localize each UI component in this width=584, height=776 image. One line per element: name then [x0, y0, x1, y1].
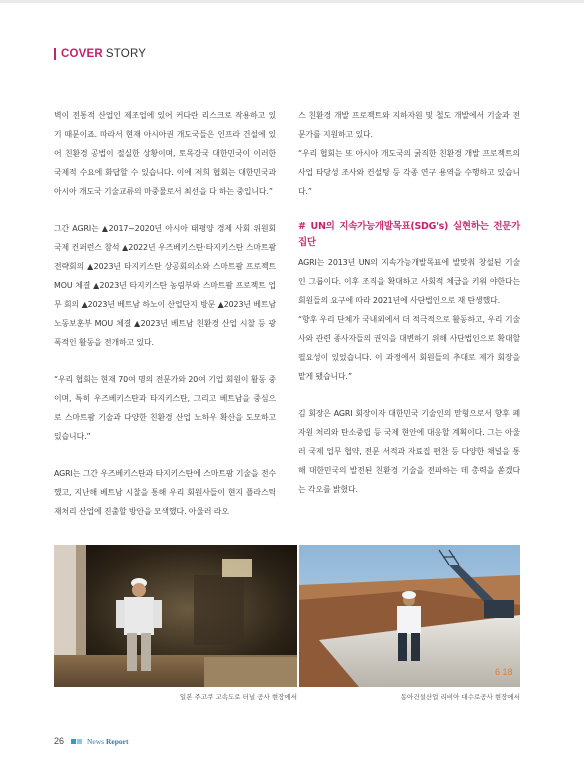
paragraph: “우리 협회는 현재 70여 명의 전문가와 20여 기업 회원이 활동 중이며, 특히 우즈베키스탄과 타지키스탄, 그리고 베트남을 중심으로 스마트팜 기술과 다양한 친환경 산업 노하우 확산을 도모하고 있습니다.”: [54, 375, 276, 441]
photo-tunnel-image: [54, 545, 297, 687]
paragraph: AGRI는 2013년 UN의 지속가능개발목표에 발맞춰 창설된 기술인 그룹이다. 이후 조직을 확대하고 사회적 체급을 키워 야한다는 회원들의 요구에 따라 2021년에 사단법인으로 재 탄생했다.: [298, 258, 520, 305]
left-column: [54, 106, 276, 539]
page-number: 26: [54, 736, 65, 746]
footer-square-icon: [77, 739, 82, 744]
publication-name-b: Report: [105, 736, 129, 746]
publication-name: [87, 737, 128, 746]
paragraph: 그간 AGRI는 ▲2017~2020년 아시아 태평양 경제 사회 위원회 국제 컨퍼런스 참석 ▲2022년 우즈베키스탄·타지키스탄 스마트팜 전략회의 ▲2023년 타지키스탄 상공회의소와 스마트팜 프로젝트 MOU 체결 ▲2023년 타지키스탄 농림부와 스마트팜 프로젝트 업무 회의 ▲2023년 베트남 하노이 산업단지 방문 ▲2023년 베트남 노동보훈부 MOU 체결 ▲2023년 베트남 친환경 산업 시찰 등 광폭적인 활동을 전개하고 있다.: [54, 224, 276, 347]
photo-tunnel-site: [54, 545, 297, 687]
section-label: COVER: [61, 48, 103, 60]
header-accent-bar: [54, 48, 56, 60]
paragraph: AGRI는 그간 우즈베키스탄과 타지키스탄에 스마트팜 기술을 전수했고, 지난해 베트남 시찰을 통해 우리 회원사들이 현지 플라스틱 재처리 산업에 진출할 방안을 모색했다. 아울러 라오: [54, 469, 276, 516]
photo-caption: 일본 주고쿠 고속도로 터널 공사 현장에서: [179, 693, 297, 701]
top-edge-bar: [0, 0, 584, 3]
paragraph: “향후 우리 단체가 국내외에서 더 적극적으로 활동하고, 우리 기술사와 관련 종사자들의 권익을 대변하기 위해 사단법인으로 확대할 필요성이 있었습니다. 이 과정에서 회원들의 추대로 제가 회장을 맡게 됐습니다.”: [298, 315, 520, 381]
photo-pipeline-image: [299, 545, 520, 687]
right-column: [298, 106, 520, 517]
paragraph: “우리 협회는 또 아시아 개도국의 굵직한 친환경 개발 프로젝트의 사업 타당성 조사와 컨설팅 등 각종 연구 용역을 수행하고 있습니다.”: [298, 149, 520, 196]
section-header: [54, 47, 146, 61]
publication-name-a: News: [87, 736, 105, 746]
section-heading: # UN의 지속가능개발목표(SDG's) 실현하는 전문가 집단: [298, 221, 520, 248]
paragraph: 김 회장은 AGRI 회장이자 대한민국 기술인의 맏형으로서 향후 폐자원 처리와 탄소중립 등 국제 현안에 대응할 계획이다. 그는 아울러 국제 업무 협약, 전문 서적과 자료집 편찬 등 다양한 채널을 통해 대한민국의 발전된 친환경 기술을 전파하는 데 총력을 쏟겠다는 각오를 밝혔다.: [298, 409, 520, 494]
page-footer: [54, 735, 128, 747]
footer-square-icon: [71, 739, 76, 744]
section-label-suffix: STORY: [105, 48, 147, 60]
photo-date-stamp: 6 18: [495, 667, 513, 677]
photo-caption: 동아건설산업 리비아 대수로공사 현장에서: [400, 693, 520, 701]
photo-pipeline-site: [299, 545, 520, 687]
paragraph: 벽이 전통적 산업인 제조업에 있어 커다란 리스크로 작용하고 있기 때문이죠. 따라서 현재 아시아권 개도국들은 인프라 건설에 있어 친환경 공법이 절실한 상황이며, 토목강국 대한민국이 이러한 국제적 수요에 화답할 수 있습니다. 이에 저희 협회는 대한민국과 아시아 개도국 기술교류의 마중물로서 최선을 다 하는 중입니다.”: [54, 111, 276, 196]
paragraph: 스 친환경 개발 프로젝트와 지하자원 및 철도 개발에서 기술과 전문가를 지원하고 있다.: [298, 111, 520, 139]
